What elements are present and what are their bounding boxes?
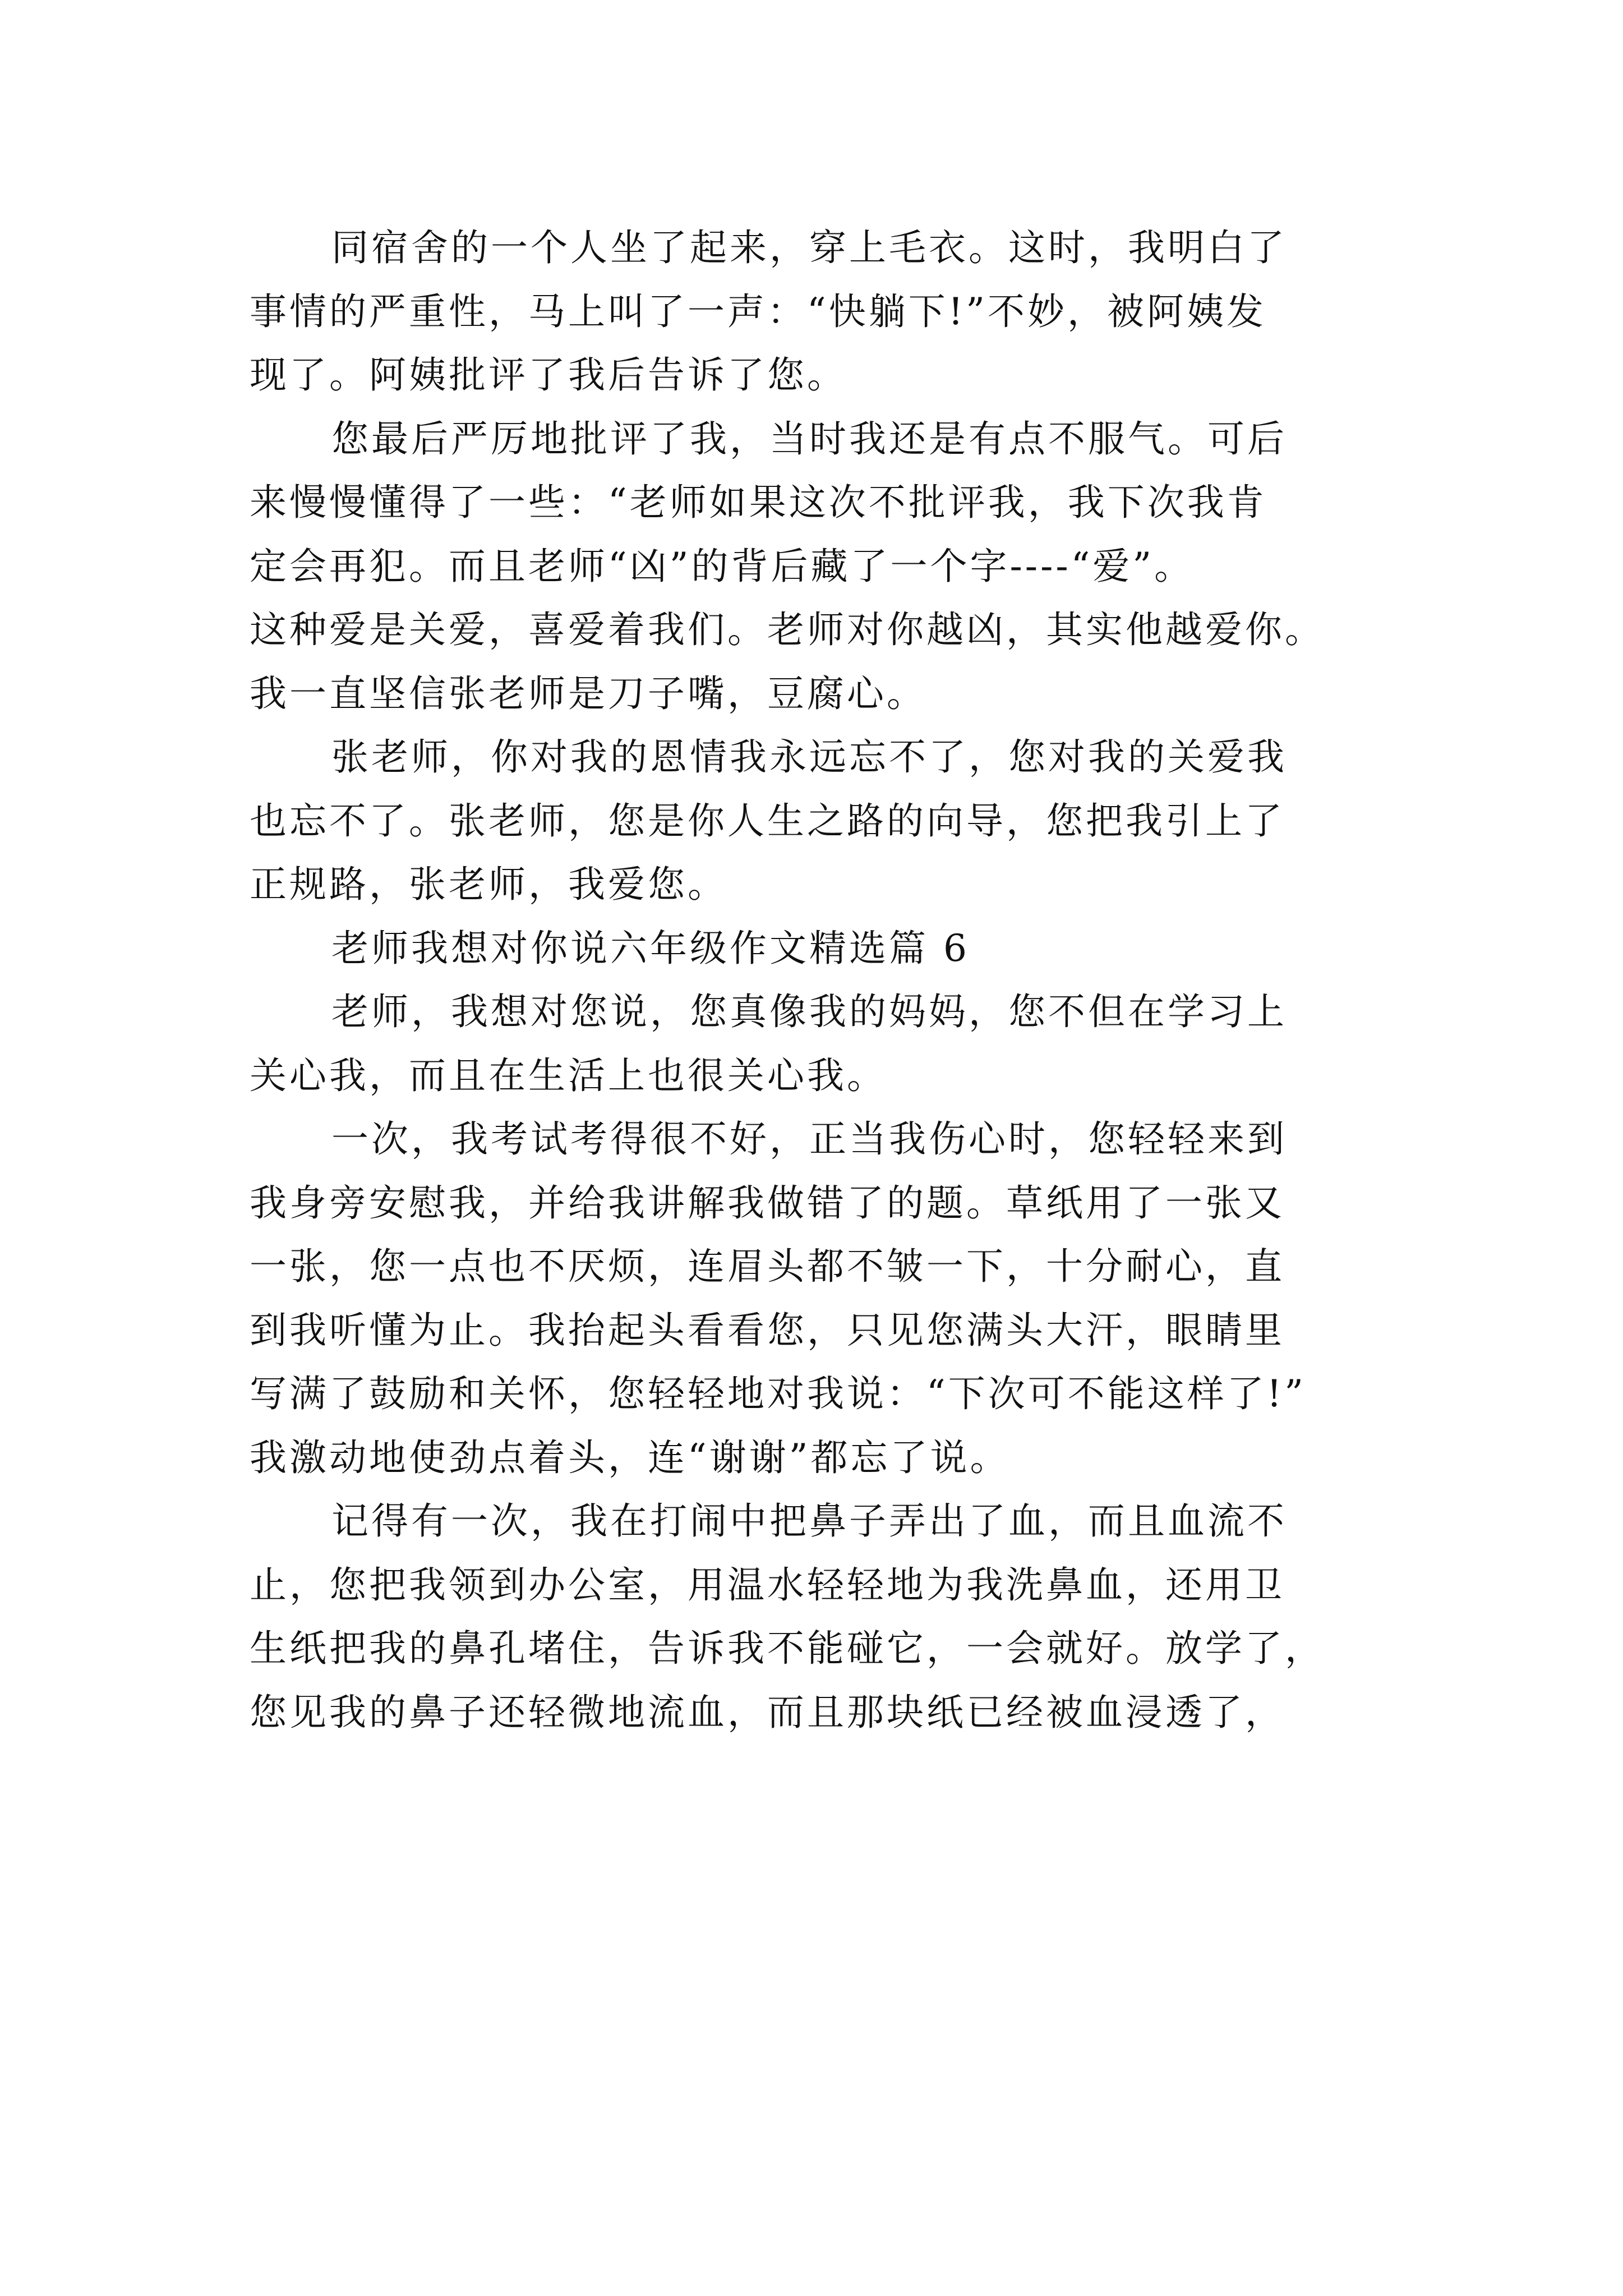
text-line: 一张，您一点也不厌烦，连眉头都不皱一下，十分耐心，直 <box>250 1245 1285 1288</box>
text-line: 我一直坚信张老师是刀子嘴，豆腐心。 <box>250 671 926 715</box>
text-line: 这种爱是关爱，喜爱着我们。老师对你越凶，其实他越爱你。 <box>250 608 1325 651</box>
text-line: 同宿舍的一个人坐了起来，穿上毛衣。这时，我明白了 <box>331 226 1287 269</box>
text-line: 老师，我想对您说，您真像我的妈妈，您不但在学习上 <box>331 990 1287 1033</box>
text-line: 张老师，你对我的恩情我永远忘不了，您对我的关爱我 <box>331 735 1287 779</box>
text-line: 事情的严重性，马上叫了一声：“快躺下!”不妙，被阿姨发 <box>250 289 1267 333</box>
text-line: 正规路，张老师，我爱您。 <box>250 863 727 906</box>
text-line: 您见我的鼻子还轻微地流血，而且那块纸已经被血浸透了， <box>250 1690 1285 1734</box>
text-line: 您最后严厉地批评了我，当时我还是有点不服气。可后 <box>331 417 1287 461</box>
document-body <box>250 216 1385 1744</box>
text-line: 一次，我考试考得很不好，正当我伤心时，您轻轻来到 <box>331 1117 1287 1161</box>
text-line: 止，您把我领到办公室，用温水轻轻地为我洗鼻血，还用卫 <box>250 1563 1285 1607</box>
text-line: 定会再犯。而且老师“凶”的背后藏了一个字----“爱”。 <box>250 544 1195 588</box>
text-line: 我激动地使劲点着头，连“谢谢”都忘了说。 <box>250 1435 1010 1479</box>
text-line: 我身旁安慰我，并给我讲解我做错了的题。草纸用了一张又 <box>250 1181 1285 1225</box>
text-line: 记得有一次，我在打闹中把鼻子弄出了血，而且血流不 <box>331 1499 1287 1543</box>
text-line: 到我听懂为止。我抬起头看看您，只见您满头大汗，眼睛里 <box>250 1308 1285 1352</box>
section-heading: 老师我想对你说六年级作文精选篇 6 <box>331 926 970 970</box>
text-line: 生纸把我的鼻孔堵住，告诉我不能碰它，一会就好。放学了， <box>250 1627 1325 1670</box>
text-line: 写满了鼓励和关怀，您轻轻地对我说：“下次可不能这样了!” <box>250 1372 1307 1415</box>
text-line: 现了。阿姨批评了我后告诉了您。 <box>250 353 847 397</box>
text-line: 也忘不了。张老师，您是你人生之路的向导，您把我引上了 <box>250 799 1285 843</box>
text-line: 关心我，而且在生活上也很关心我。 <box>250 1053 887 1097</box>
text-line: 来慢慢懂得了一些：“老师如果这次不批评我，我下次我肯 <box>250 481 1267 524</box>
